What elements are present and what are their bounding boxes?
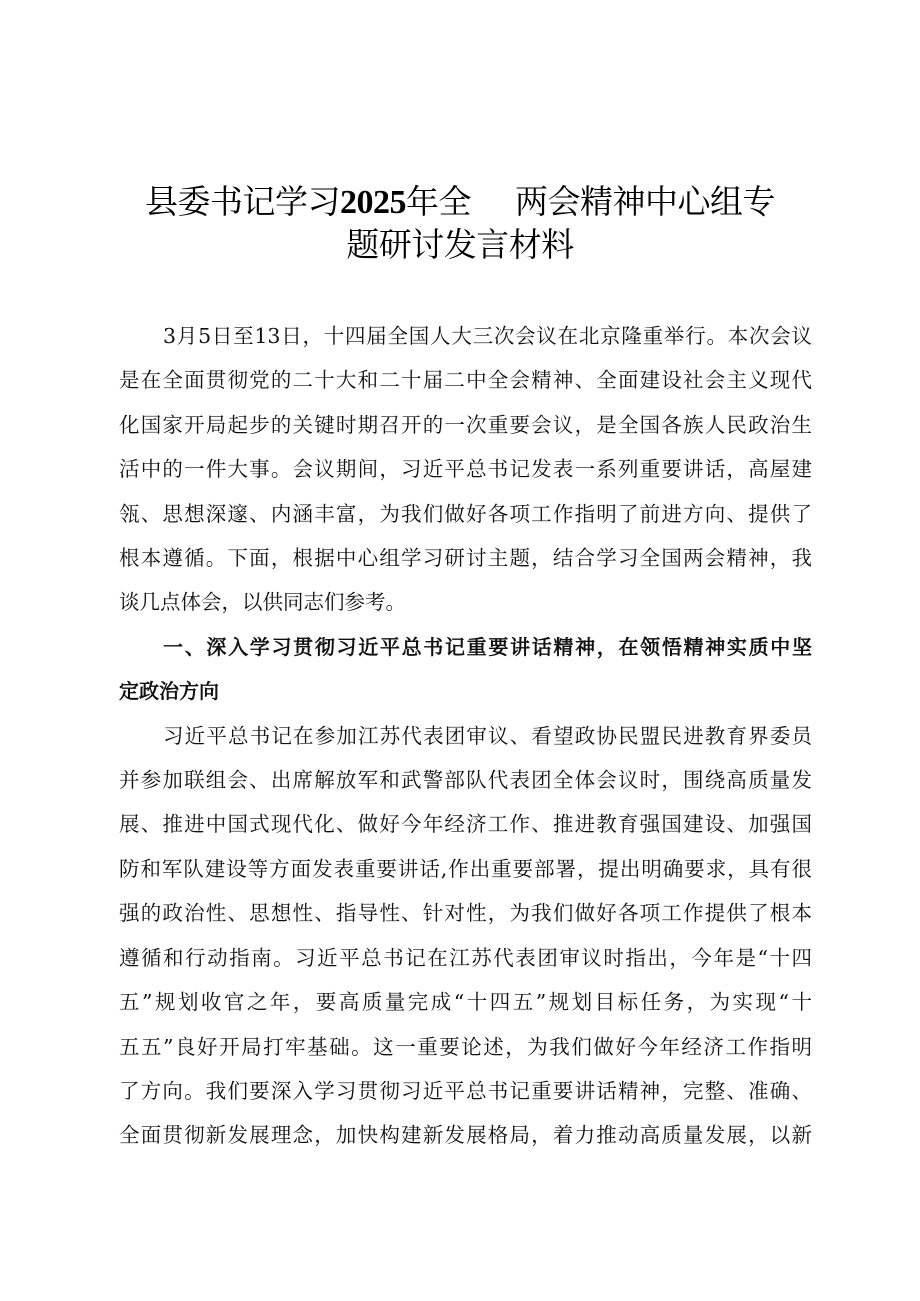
paragraph-section-1: [119, 714, 812, 1158]
text-line: 瓴、思想深邃、内涵丰富，为我们做好各项工作指明了前进方向、提供了: [119, 501, 812, 526]
title-text-b: 年全: [406, 182, 471, 221]
title-text-a: 县委书记学习: [145, 182, 340, 221]
text-line: 化国家开局起步的关键时期召开的一次重要会议，是全国各族人民政治生: [119, 412, 812, 437]
paragraph-intro: [119, 314, 812, 625]
text-line: 了方向。我们要深入学习贯彻习近平总书记重要讲话精神，完整、准确、: [119, 1078, 812, 1103]
text-line: 谈几点体会，以供同志们参考。: [119, 590, 406, 615]
text-line: 活中的一件大事。会议期间，习近平总书记发表一系列重要讲话，高屋建: [119, 457, 812, 482]
text-line: 3月5日至13日，十四届全国人大三次会议在北京隆重举行。本次会议: [163, 324, 812, 348]
text-line: 五”规划收官之年，要高质量完成“十四五”规划目标任务，为实现“十: [119, 990, 812, 1015]
text-line: 并参加联组会、出席解放军和武警部队代表团全体会议时，围绕高质量发: [119, 768, 812, 793]
text-line: 全面贯彻新发展理念，加快构建新发展格局，着力推动高质量发展，以新: [119, 1123, 812, 1148]
title-line-2: 题研讨发言材料: [346, 225, 574, 264]
title-line-1: [0, 181, 920, 224]
text-line: 根本遵循。下面，根据中心组学习研讨主题，结合学习全国两会精神，我: [119, 546, 812, 571]
text-line: 习近平总书记在参加江苏代表团审议、看望政协民盟民进教育界委员: [163, 723, 812, 748]
document-body: [119, 314, 812, 1158]
heading-line: 一、深入学习贯彻习近平总书记重要讲话精神，在领悟精神实质中坚: [163, 634, 812, 659]
text-line: 五五”良好开局打牢基础。这一重要论述，为我们做好今年经济工作指明: [119, 1034, 812, 1059]
text-line: 展、推进中国式现代化、做好今年经济工作、推进教育强国建设、加强国: [119, 812, 812, 837]
section-heading-1: [119, 625, 812, 714]
text-line: 遵循和行动指南。习近平总书记在江苏代表团审议时指出，今年是“十四: [119, 945, 812, 970]
heading-line: 定政治方向: [119, 679, 219, 704]
title-year: 2025: [340, 184, 406, 221]
text-line: 强的政治性、思想性、指导性、针对性，为我们做好各项工作提供了根本: [119, 901, 812, 926]
text-line: 防和军队建设等方面发表重要讲话,作出重要部署，提出明确要求，具有很: [119, 856, 812, 881]
document-title: [0, 181, 920, 266]
title-text-c: 两会精神中心组专: [515, 182, 775, 221]
text-line: 是在全面贯彻党的二十大和二十届二中全会精神、全面建设社会主义现代: [119, 368, 812, 393]
